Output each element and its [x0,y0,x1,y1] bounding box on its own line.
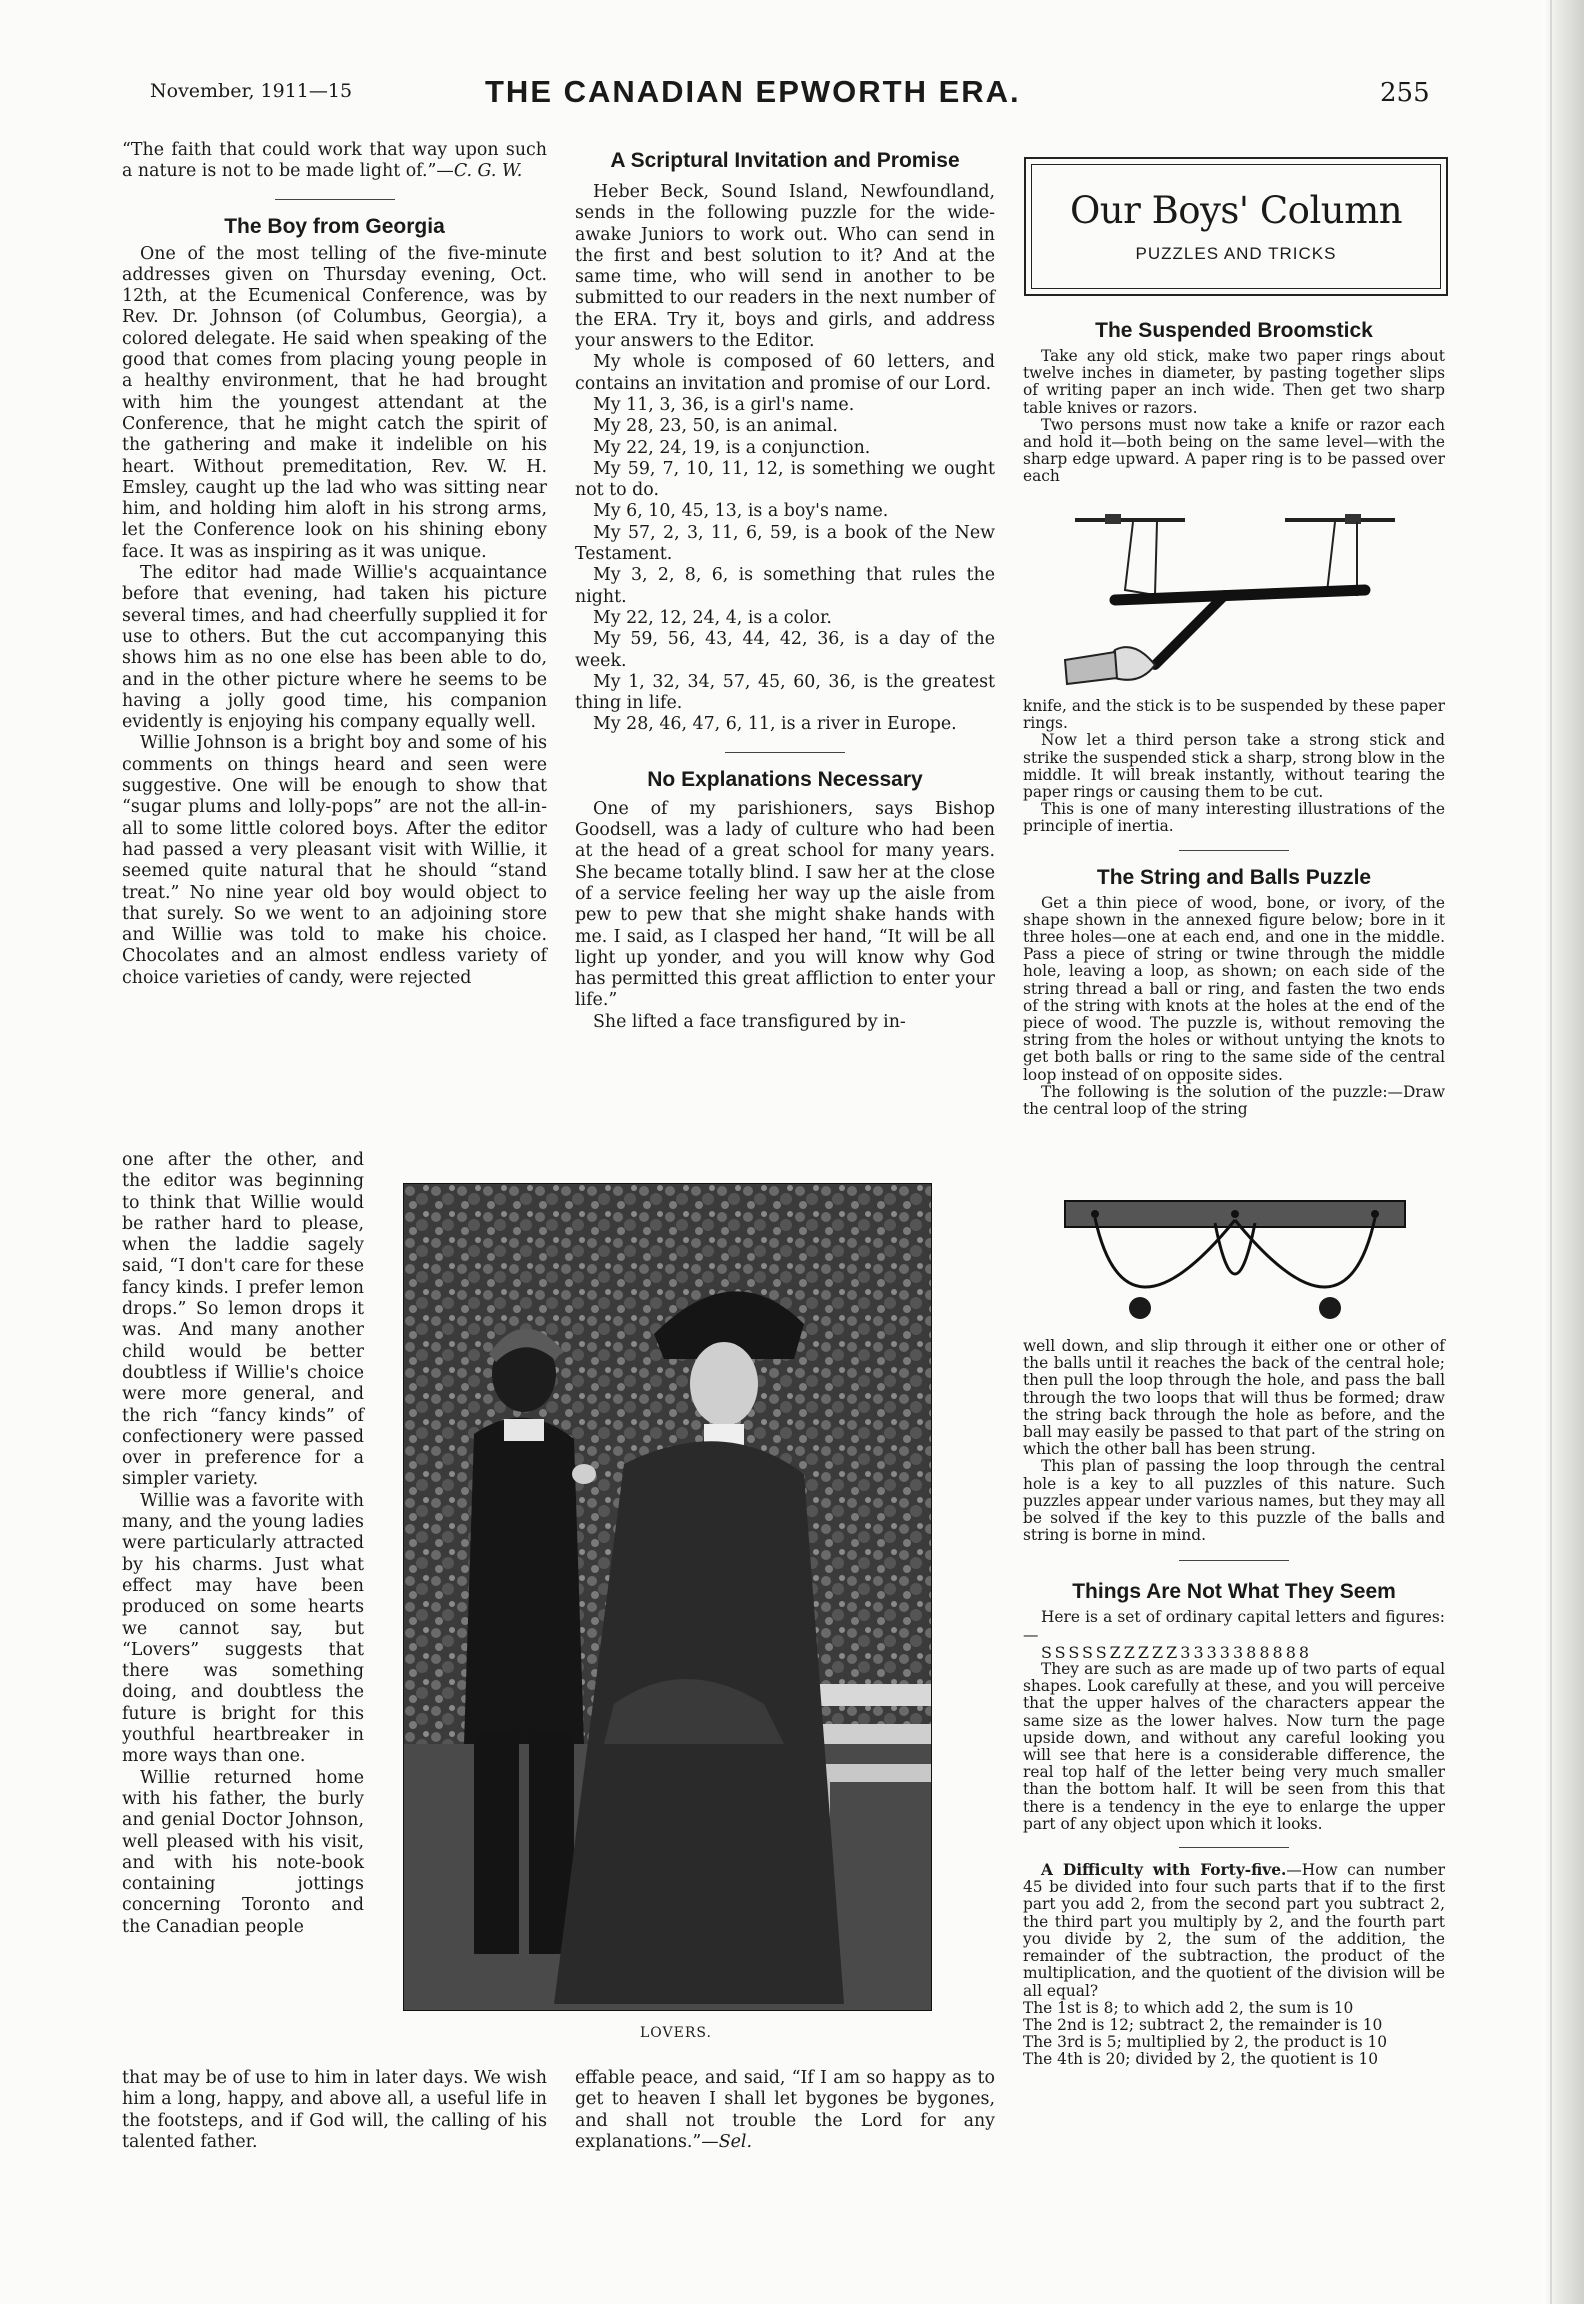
paragraph: Heber Beck, Sound Island, Newfoundland, sends in the following puzzle for the wide-awake Juniors to work out. Who can send in the first and best solution to it? And at the same time, who will send in another to be submitted to our readers in the next number of the ERA. Try it, boys and girls, and address your answers to the Editor. [575,182,995,352]
paragraph: Willie was a favorite with many, and the young ladies were particularly attracted by his charms. Just what effect may have been produced on some hearts we cannot say, but “Lovers” suggests that there was something doing, and doubtless the future is bright for this youthful heartbreaker in more ways than one. [122,1490,364,1767]
puzzle-line: My 57, 2, 3, 11, 6, 59, is a book of the New Testament. [575,522,995,565]
divider [1179,850,1289,851]
photo-illustration [404,1184,931,2010]
string-and-balls-figure [1055,1195,1415,1335]
paragraph: Two persons must now take a knife or razor each and hold it—both being on the same level—with the sharp edge upward. A paper ring is to be passed over each [1023,415,1445,486]
answer-line: The 4th is 20; divided by 2, the quotient is 10 [1023,2050,1379,2069]
paragraph: Get a thin piece of wood, bone, or ivory, of the shape shown in the annexed figure below; bore in it three holes—one at each end, and one in the middle. Pass a piece of string or twine through the middle hole, leaving a loop, as shown; on each side of the string thread a ball or ring, and fasten the two ends of the string with knots at the holes at the end of the piece of wood. The puzzle is, without removing the string from the holes or without untying the knots to get both balls or ring to the same side of the central loop instead of on opposite sides. [1023,893,1445,1084]
column-title: Our Boys' Column [1069,189,1403,232]
paragraph: One of my parishioners, says Bishop Goodsell, was a lady of culture who had been at the head of a great school for many years. She became totally blind. I saw her at the close of a service feeling her way up the aisle from pew to pew that she might shake hands with me. I said, as I clasped her hand, “It will be all light up yonder, and you will know why God has permitted this great affliction to enter your life.” [575,798,995,1011]
puzzle-line: My 22, 24, 19, is a conjunction. [593,437,871,458]
divider [275,199,395,200]
paragraph: Now let a third person take a strong stick and strike the suspended stick a sharp, strong blow in the middle. It will break instantly, without tearing the paper rings or causing them to be cut. [1023,731,1445,802]
column-left [122,140,547,989]
column-middle [575,148,995,1033]
paragraph: Take any old stick, make two paper rings about twelve inches in diameter, by pasting together slips of writing paper an inch wide. Then get two sharp table knives or razors. [1023,347,1445,417]
paragraph: One of the most telling of the five-minute addresses given on Thursday evening, Oct. 12th, at the Ecumenical Conference, was by Rev. Dr. Johnson (of Columbus, Georgia), a colored delegate. He said when speaking of the good that comes from placing young people in a healthy environment, that he had brought with him the youngest attendant at the Conference, that he might catch the spirit of the gathering and make it indelible on his heart. Without premeditation, Rev. W. H. Emsley, caught up the lad who was sitting near him, and holding him aloft in his strong arms, let the Conference look on his shining ebony face. It was as inspiring as it was unique. [122,243,547,562]
broomstick-section [1023,318,1445,486]
divider [1179,1560,1289,1561]
paragraph: well down, and slip through it either one or other of the balls until it reaches the back of the central hole; then pull the loop through the hole, and pass the ball through the two loops that will thus be formed; draw the string back through the hole as before, and the ball may easily be passed to that part of the string on which the other ball has been strung. [1023,1337,1445,1459]
puzzle-line: My 28, 46, 47, 6, 11, is a river in Europe. [593,714,957,735]
article-heading: Things Are Not What They Seem [1072,1580,1396,1604]
puzzle-line: My 11, 3, 36, is a girl's name. [593,394,855,415]
answer-line: The 3rd is 5; multiplied by 2, the product is 10 [1023,2033,1388,2052]
paragraph: that may be of use to him in later days. We wish him a long, happy, and above all, a useful life in the footsteps, and if God will, the calling of his talented father. [122,2068,547,2152]
page-binding-edge [1542,0,1584,2304]
puzzle-line: My 22, 12, 24, 4, is a color. [593,607,832,628]
column-subtitle: PUZZLES AND TRICKS [1135,244,1337,263]
paragraph: Willie returned home with his father, the burly and genial Doctor Johnson, well pleased with his visit, and with his note-book containing jottings concerning Toronto and the Canadian people [122,1767,364,1937]
column-title-box [1024,157,1448,296]
issue-date: November, 1911—15 [150,80,353,102]
puzzle-line: My 59, 56, 43, 44, 42, 36, is a day of the week. [575,629,995,671]
paragraph: A Difficulty with Forty-five.—How can number 45 be divided into four such parts that if to the first part you add 2, from the second part you subtract 2, the third part you multiply by 2, and the fourth part you divide by 2, the sum of the addition, the remainder of the subtraction, the product of the multiplication, and the quotient of the division will be all equal? [1023,1861,1445,2000]
paragraph: This is one of many interesting illustrations of the principle of inertia. [1023,800,1445,836]
article-heading: The Suspended Broomstick [1095,319,1373,342]
puzzle-line: My 1, 32, 34, 57, 45, 60, 36, is the greatest thing in life. [575,671,995,714]
broomstick-figure [1045,500,1435,690]
page-number: 255 [1380,78,1430,108]
divider [725,752,845,753]
paragraph: Here is a set of ordinary capital letters and figures:— [1023,1608,1445,1644]
paragraph: Willie Johnson is a bright boy and some of his comments on things heard and seen were suggestive. One will be enough to show that “sugar plums and lolly-pops” are not the all-in-all to some little colored boys. After the editor had passed a very pleasant visit with Willie, it seemed quite natural that he should “stand treat.” No nine year old boy would object to that surely. So we went to an adjoining store and Willie was told to make his choice. Chocolates and an almost endless variety of choice varieties of candy, were rejected [122,733,547,988]
answer-line: The 1st is 8; to which add 2, the sum is 10 [1023,1998,1354,2017]
paragraph: effable peace, and said, “If I am so happy as to get to heaven I shall let bygones be bygones, and shall not trouble the Lord for any explanations.”—Sel. [575,2068,995,2152]
character-sample: SSSSSZZZZZ3333388888 [1041,1642,1313,1662]
article-heading: No Explanations Necessary [647,767,923,791]
divider [1179,1847,1289,1848]
article-heading: A Scriptural Invitation and Promise [610,149,960,172]
article-heading: The String and Balls Puzzle [1096,865,1372,889]
lovers-photograph [403,1183,932,2011]
paragraph: The following is the solution of the puzzle:—Draw the central loop of the string [1023,1082,1445,1119]
paragraph: knife, and the stick is to be suspended by these paper rings. [1023,697,1445,733]
string-balls-section-continued [1023,1338,1445,2069]
puzzle-line: My 59, 7, 10, 11, 12, is something we ought not to do. [575,458,995,501]
puzzle-line: My 6, 10, 45, 13, is a boy's name. [593,501,889,522]
paragraph: The editor had made Willie's acquaintance before that evening, had taken his picture several times, and had cheerfully supplied it for use to others. But the cut accompanying this shows him as no one else has been able to do, and in the other picture where he seems to be having a jolly good time, his companion evidently is enjoying his company equally well. [122,563,547,733]
photo-caption: LOVERS. [640,2025,712,2041]
closing-quote: “The faith that could work that way upon such a nature is not to be made light of.”—C. G. W. [122,140,547,182]
broomstick-section-continued [1023,698,1445,1118]
paragraph: They are such as are made up of two parts of equal shapes. Look carefully at these, and you will perceive that the upper halves of the characters appear the same size as the lower halves. Now turn the page upside down, and without any careful looking you will see that here is a considerable difference, the real top half of the letter being very much smaller than the bottom half. It will be seen from this that there is a tendency in the eye to enlarge the upper part of any object upon which it looks. [1023,1660,1445,1833]
puzzle-line: My 28, 23, 50, is an animal. [593,416,838,437]
paragraph: one after the other, and the editor was beginning to think that Willie would be rather hard to please, when the laddie sagely said, “I don't care for these fancy kinds. I prefer lemon drops.” So lemon drops it was. And many another child would be better doubtless if Willie's choice were more general, and the rich “fancy kinds” of confectionery were passed over in preference for a simpler variety. [122,1150,364,1490]
column-left-bottom [122,2068,547,2153]
paragraph: My whole is composed of 60 letters, and contains an invitation and promise of our Lord. [575,352,995,394]
paragraph: This plan of passing the loop through the central hole is a key to all puzzles of this nature. Such puzzles appear under various names, but they may all be solved if the key to this puzzle of the balls and string is borne in mind. [1023,1457,1445,1545]
puzzle-line: My 3, 2, 8, 6, is something that rules the night. [575,565,995,607]
answer-line: The 2nd is 12; subtract 2, the remainder is 10 [1023,2015,1383,2034]
masthead-title: THE CANADIAN EPWORTH ERA. [485,74,1021,109]
article-heading: The Boy from Georgia [224,214,445,238]
column-left-narrow [122,1150,364,1938]
column-middle-bottom [575,2068,995,2153]
paragraph: She lifted a face transfigured by in- [593,1011,906,1032]
